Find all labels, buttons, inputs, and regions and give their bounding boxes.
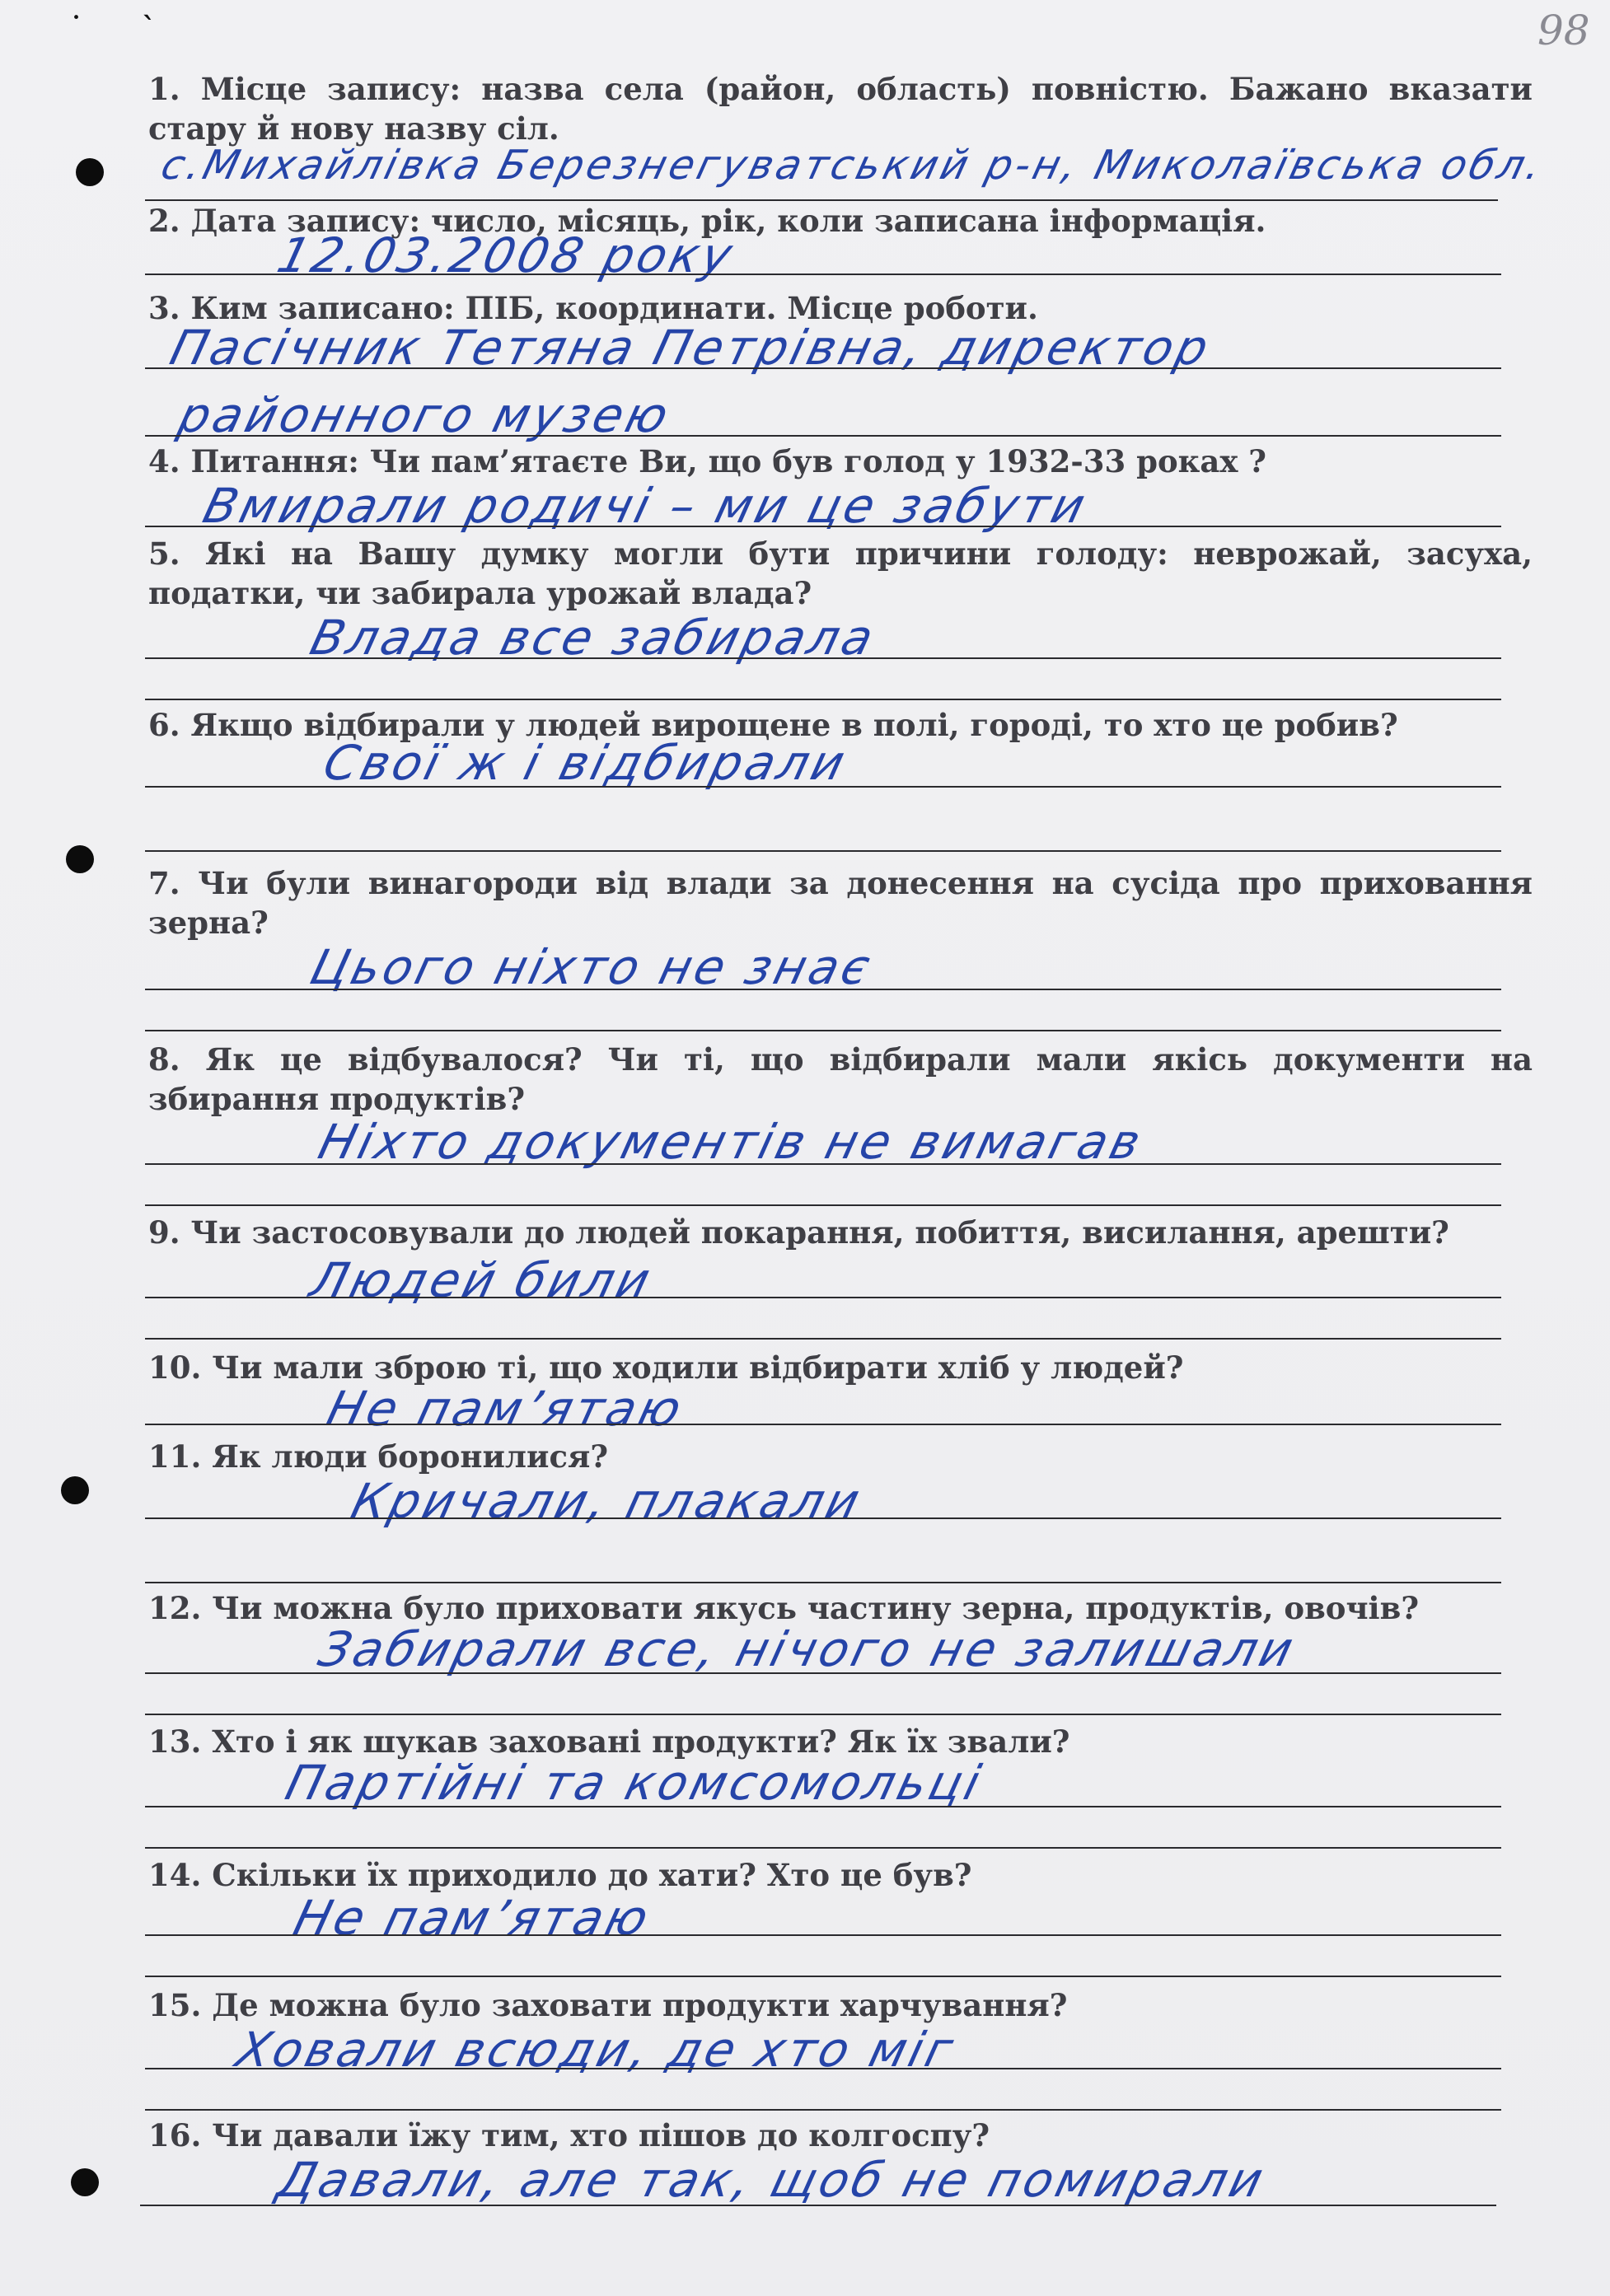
question-13: 13. Хто і як шукав заховані продукти? Як їх звали? [148,1723,1070,1760]
corner-mark-left: ˙ [69,12,83,44]
page-number: 98 [1537,7,1590,54]
answer-12-line-1: Забирали все, нічого не залишали [313,1621,1303,1677]
answer-line [145,526,1501,527]
answer-line [145,1204,1501,1206]
answer-14-line-1: Не пам’ятаю [288,1890,658,1946]
answer-line [145,1424,1501,1425]
answer-9-line-1: Людей били [305,1252,659,1308]
answer-line [145,2068,1501,2069]
punch-hole-4 [71,2168,99,2196]
answer-line [145,1976,1501,1977]
answer-line [145,699,1501,700]
answer-3-line-2: районного музею [173,387,677,443]
answer-line [145,274,1501,275]
answer-line [145,1806,1501,1807]
question-12: 12. Чи можна було приховати якусь частину зерна, продуктів, овочів? [148,1590,1420,1626]
question-14: 14. Скільки їх приходило до хати? Хто це був? [148,1857,972,1893]
answer-10-line-1: Не пам’ятаю [321,1381,690,1437]
answer-3-line-1: Пасічник Тетяна Петрівна, директор [165,320,1218,376]
answer-line [145,657,1501,659]
question-1: 1. Місце запису: назва села (район, область) повністю. Бажано вказати стару й нову назву сіл. [148,71,1533,147]
answer-13-line-1: Партійні та комсомольці [280,1755,990,1811]
question-10: 10. Чи мали зброю ті, що ходили відбирати хліб у людей? [148,1349,1184,1386]
question-3: 3. Ким записано: ПІБ, координати. Місце роботи. [148,290,1038,326]
answer-line [145,1672,1501,1674]
answer-line [145,786,1501,788]
answer-line [140,2205,1496,2206]
question-2: 2. Дата запису: число, місяць, рік, коли записана інформація. [148,203,1266,239]
answer-5-line-1: Влада все забирала [305,610,882,666]
answer-line [145,2109,1501,2111]
answer-1-line-1: с.Михайлівка Березнегуватський р-н, Миколаївська обл. [157,142,1550,189]
answer-line [145,1163,1501,1165]
answer-line [145,1582,1501,1583]
punch-hole-1 [76,158,104,186]
answer-line [145,367,1501,369]
question-4: 4. Питання: Чи пам’ятаєте Ви, що був голод у 1932-33 роках ? [148,443,1266,479]
answer-6-line-1: Свої ж і відбирали [318,735,854,791]
answer-11-line-1: Кричали, плакали [346,1473,868,1529]
question-16: 16. Чи давали їжу тим, хто пішов до колгоспу? [148,2117,990,2153]
punch-hole-2 [66,845,94,873]
answer-line [145,850,1501,852]
answer-8-line-1: Ніхто документів не вимагав [313,1114,1149,1170]
punch-hole-3 [61,1476,89,1504]
answer-line [145,435,1501,437]
question-7: 7. Чи були винагороди від влади за донесення на сусіда про приховання зерна? [148,865,1533,941]
answer-line [145,1847,1501,1849]
answer-7-line-1: Цього ніхто не знає [305,939,879,995]
answer-line [145,989,1501,990]
answer-line [145,1030,1501,1031]
question-8: 8. Як це відбувалося? Чи ті, що відбирали мали якісь документи на збирання продуктів? [148,1041,1533,1117]
question-5: 5. Які на Вашу думку могли бути причини голоду: неврожай, засуха, податки, чи забирала урожай влада? [148,535,1533,611]
question-15: 15. Де можна було заховати продукти харчування? [148,1987,1068,2023]
answer-line [145,1517,1501,1519]
question-6: 6. Якщо відбирали у людей вирощене в полі, городі, то хто це робив? [148,707,1398,743]
corner-mark-right: ` [142,12,156,44]
answer-line [145,1297,1501,1298]
answer-2-line-1: 12.03.2008 року [272,227,742,283]
question-11: 11. Як люди боронилися? [148,1438,608,1475]
answer-line [145,1934,1501,1936]
answer-16-line-1: Давали, але так, щоб не помирали [272,2152,1272,2208]
question-9: 9. Чи застосовували до людей покарання, побиття, висилання, арешти? [148,1214,1449,1251]
answer-4-line-1: Вмирали родичі – ми це забути [198,478,1094,534]
answer-line [145,1714,1501,1715]
answer-15-line-1: Ховали всюди, де хто міг [231,2022,962,2078]
answer-line [145,1338,1501,1340]
